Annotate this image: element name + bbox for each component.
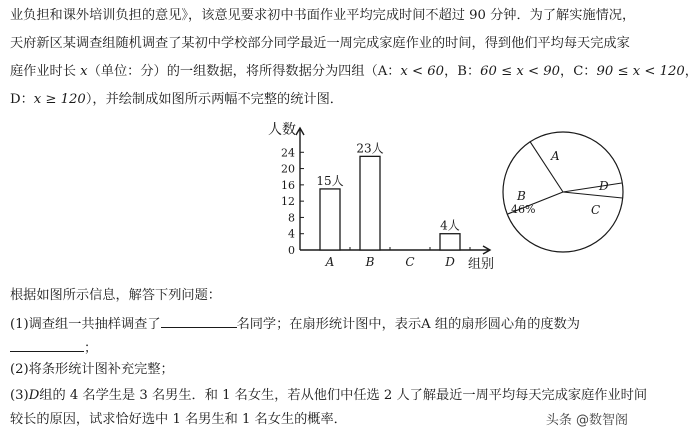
line3-b: （单位：分）的一组数据，将所得数据分为四组（A： bbox=[87, 64, 401, 79]
line3-d: ，B： bbox=[444, 64, 481, 79]
answer-blank-1[interactable] bbox=[161, 314, 237, 328]
line4-c: ），并绘制成如图所示两幅不完整的统计图． bbox=[85, 92, 343, 107]
range-a: x < 60 bbox=[400, 64, 445, 79]
y-tick-label: 20 bbox=[281, 162, 295, 176]
para-line-3 bbox=[10, 64, 698, 80]
bar-data-label: 23人 bbox=[356, 141, 384, 156]
line3-h: ， bbox=[684, 64, 698, 79]
q1-c: ； bbox=[84, 341, 98, 356]
y-tick-label: 16 bbox=[281, 178, 295, 192]
pie-slice-label-c: C bbox=[591, 203, 601, 217]
y-tick-label: 0 bbox=[288, 244, 295, 257]
range-d: x ≥ 120 bbox=[33, 92, 86, 107]
bar-d bbox=[440, 234, 460, 250]
question-2: (2)将条形统计图补充完整； bbox=[10, 362, 174, 377]
var-x: x bbox=[80, 64, 88, 79]
para-line-2: 天府新区某调查组随机调查了某初中学校部分同学最近一周完成家庭作业的时间，得到他们平均每天完成家 bbox=[10, 36, 630, 51]
pie-slice-label-a: A bbox=[551, 149, 560, 163]
q1-b: 名同学；在扇形统计图中，表示A 组的扇形圆心角的度数为 bbox=[236, 317, 580, 332]
q3-b: 组的 4 名学生是 3 名男生．和 1 名女生，若从他们中任选 2 人了解最近一周平均每天完成家庭作业时间 bbox=[39, 388, 648, 403]
para-line-1: 业负担和课外培训负担的意见》，该意见要求初中书面作业平均完成时间不超过 90 分钟．为了解实施情况， bbox=[10, 8, 636, 23]
pie-slice-label-b: B bbox=[517, 189, 526, 203]
x-tick-label: B bbox=[365, 255, 375, 269]
watermark: 头条 @数智阁 bbox=[542, 408, 632, 429]
x-axis-label: 组别 bbox=[468, 257, 495, 272]
question-intro: 根据如图所示信息，解答下列问题： bbox=[10, 288, 221, 303]
bar-b bbox=[360, 156, 380, 250]
range-c: 90 ≤ x < 120 bbox=[596, 64, 685, 79]
line3-a: 庭作业时长 bbox=[10, 64, 81, 79]
bar-a bbox=[320, 189, 340, 250]
pie-chart bbox=[500, 122, 632, 262]
bar-chart bbox=[250, 118, 500, 276]
question-3 bbox=[10, 388, 647, 404]
y-tick-label: 12 bbox=[281, 195, 295, 209]
question-1-cont bbox=[10, 338, 97, 357]
x-tick-label: C bbox=[405, 255, 415, 269]
pie-chart-svg bbox=[500, 122, 632, 262]
bar-data-label: 15人 bbox=[316, 173, 344, 188]
x-tick-label: A bbox=[325, 255, 335, 269]
bar-chart-svg bbox=[250, 118, 500, 276]
question-1 bbox=[10, 314, 580, 333]
bar-data-label: 4人 bbox=[440, 218, 460, 233]
y-tick-label: 8 bbox=[288, 211, 295, 225]
y-tick-label: 4 bbox=[288, 227, 295, 241]
range-b: 60 ≤ x < 90 bbox=[480, 64, 561, 79]
y-axis-label: 人数 bbox=[268, 122, 296, 138]
pie-slice-percent: 46% bbox=[511, 203, 536, 216]
answer-blank-2[interactable] bbox=[10, 338, 84, 352]
y-tick-label: 24 bbox=[281, 146, 295, 160]
x-tick-label: D bbox=[445, 255, 455, 269]
q3-a: (3) bbox=[10, 388, 29, 403]
line3-f: ，C： bbox=[560, 64, 597, 79]
q1-a: (1)调查组一共抽样调查了 bbox=[10, 317, 161, 332]
line4-a: D： bbox=[10, 92, 34, 107]
pie-slice-label-d: D bbox=[599, 179, 609, 193]
q3-group-d: D bbox=[28, 388, 40, 403]
question-3-cont: 较长的原因，试求恰好选中 1 名男生和 1 名女生的概率． bbox=[10, 412, 347, 427]
para-line-4 bbox=[10, 92, 343, 108]
